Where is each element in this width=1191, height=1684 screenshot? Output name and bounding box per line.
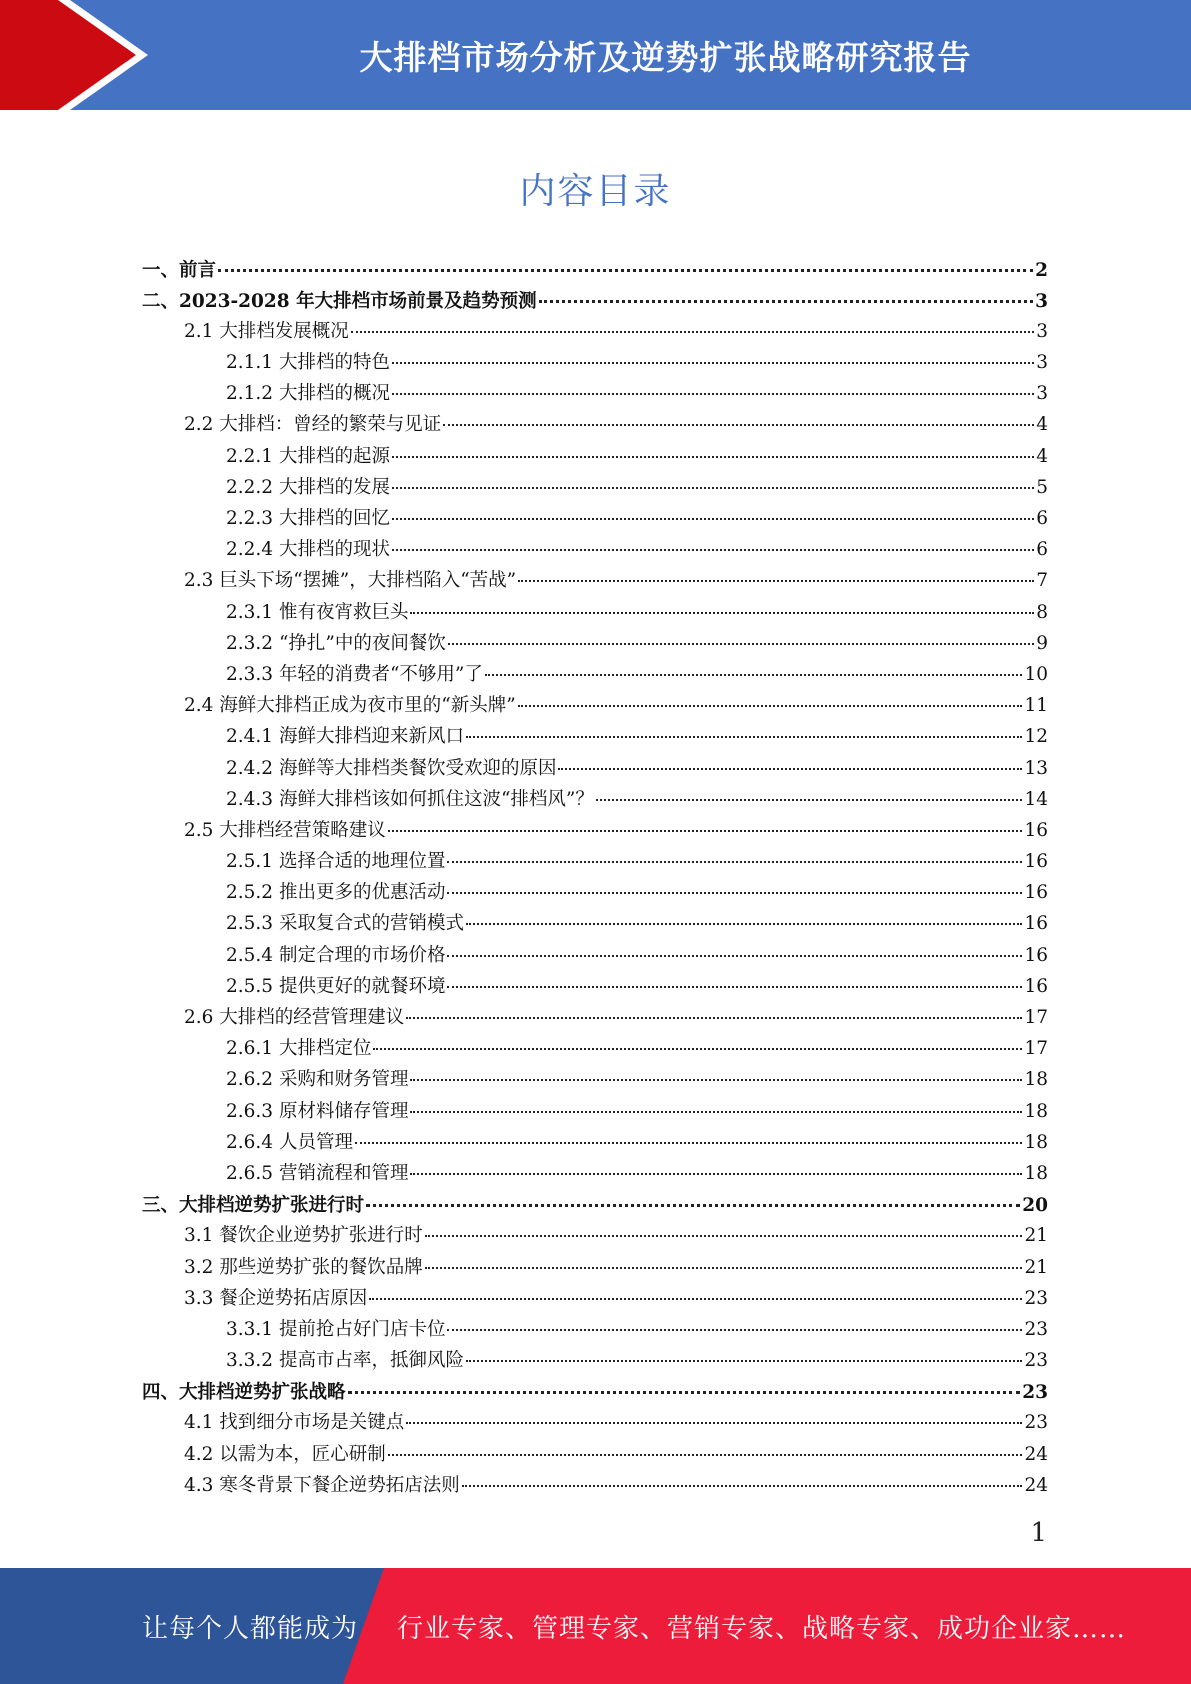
toc-entry-page: 16 bbox=[1024, 851, 1048, 873]
toc-leader-dots bbox=[392, 437, 1034, 458]
toc-entry-label: 2.4.3 海鲜大排档该如何抓住这波“排档风”？ bbox=[226, 788, 594, 810]
toc-leader-dots bbox=[447, 843, 1022, 864]
toc-leader-dots bbox=[366, 1186, 1020, 1208]
toc-entry-page: 7 bbox=[1036, 570, 1048, 592]
toc-leader-dots bbox=[392, 468, 1034, 489]
toc-entry-label: 2.3.3 年轻的消费者“不够用”了 bbox=[226, 663, 483, 685]
toc-leader-dots bbox=[447, 1310, 1022, 1331]
toc-leader-dots bbox=[443, 406, 1034, 427]
toc-entry-page: 3 bbox=[1036, 320, 1048, 342]
toc-entry-label: 2.3.1 惟有夜宵救巨头 bbox=[226, 601, 409, 623]
page-number: 1 bbox=[1030, 1518, 1047, 1548]
header-bar bbox=[0, 0, 1191, 110]
toc-leader-dots bbox=[485, 655, 1023, 676]
toc-entry-label: 四、大排档逆势扩张战略 bbox=[142, 1382, 346, 1404]
toc-leader-dots bbox=[392, 531, 1034, 552]
toc-entry-page: 10 bbox=[1024, 663, 1048, 685]
toc-entry-label: 2.6.2 采购和财务管理 bbox=[226, 1069, 409, 1091]
toc-entry-page: 3 bbox=[1035, 290, 1048, 312]
footer-banner bbox=[0, 1568, 1191, 1684]
footer-slogan-right: 行业专家、管理专家、营销专家、战略专家、成功企业家…… bbox=[397, 1613, 1127, 1644]
toc-entry-label: 二、2023-2028 年大排档市场前景及趋势预测 bbox=[142, 290, 537, 312]
toc-leader-dots bbox=[392, 344, 1034, 365]
toc-entry-page: 6 bbox=[1036, 539, 1048, 561]
toc-entry-label: 3.3.1 提前抢占好门店卡位 bbox=[226, 1318, 446, 1340]
toc-leader-dots bbox=[518, 687, 1023, 708]
toc-entry-page: 16 bbox=[1024, 819, 1048, 841]
toc-leader-dots bbox=[466, 718, 1022, 739]
footer-slogan-left: 让每个人都能成为 bbox=[142, 1613, 359, 1644]
toc-entry-label: 2.4.2 海鲜等大排档类餐饮受欢迎的原因 bbox=[226, 757, 557, 779]
toc-entry-label: 2.1.1 大排档的特色 bbox=[226, 352, 390, 374]
toc-leader-dots bbox=[466, 1342, 1022, 1363]
toc-entry-label: 2.5 大排档经营策略建议 bbox=[184, 819, 386, 841]
toc-entry-label: 2.2.3 大排档的回忆 bbox=[226, 508, 390, 529]
toc-entry-page: 24 bbox=[1024, 1443, 1048, 1465]
toc-leader-dots bbox=[518, 562, 1034, 583]
toc-entry-page: 23 bbox=[1022, 1382, 1048, 1404]
toc-entry-page: 16 bbox=[1024, 944, 1048, 966]
toc-entry-page: 17 bbox=[1024, 1007, 1048, 1028]
toc-entry-page: 9 bbox=[1036, 632, 1048, 654]
toc-entry-label: 3.1 餐饮企业逆势扩张进行时 bbox=[184, 1225, 423, 1247]
toc-entry-label: 2.6 大排档的经营管理建议 bbox=[184, 1007, 405, 1028]
toc-entry-label: 2.1 大排档发展概况 bbox=[184, 320, 349, 342]
toc-leader-dots bbox=[388, 1435, 1023, 1456]
toc-leader-dots bbox=[466, 905, 1022, 926]
toc-entry-label: 2.6.4 人员管理 bbox=[226, 1131, 353, 1153]
toc-entry-label: 2.5.5 提供更好的就餐环境 bbox=[226, 975, 446, 997]
toc-entry-page: 11 bbox=[1024, 695, 1048, 717]
toc-entry-label: 3.3.2 提高市占率，抵御风险 bbox=[226, 1350, 464, 1372]
toc-entry-label: 4.2 以需为本，匠心研制 bbox=[184, 1443, 386, 1465]
toc-entry-page: 4 bbox=[1036, 445, 1048, 467]
toc-entry-page: 8 bbox=[1036, 601, 1048, 623]
toc-leader-dots bbox=[462, 1466, 1023, 1487]
toc-leader-dots bbox=[558, 749, 1022, 770]
toc-entry-page: 12 bbox=[1024, 726, 1048, 748]
toc-heading: 内容目录 bbox=[519, 171, 672, 212]
toc-entry-page: 16 bbox=[1024, 913, 1048, 935]
toc-entry-page: 23 bbox=[1024, 1412, 1048, 1434]
toc-entry-label: 2.2 大排档：曾经的繁荣与见证 bbox=[184, 414, 442, 436]
toc-leader-dots bbox=[447, 874, 1022, 895]
toc-leader-dots bbox=[410, 593, 1034, 614]
toc-leader-dots bbox=[355, 1123, 1023, 1144]
toc-leader-dots bbox=[369, 1279, 1022, 1300]
toc-entry-page: 21 bbox=[1024, 1225, 1048, 1247]
report-title: 大排档市场分析及逆势扩张战略研究报告 bbox=[359, 37, 972, 77]
toc-entry-label: 2.4 海鲜大排档正成为夜市里的“新头牌” bbox=[184, 695, 516, 717]
toc-entry-label: 三、大排档逆势扩张进行时 bbox=[142, 1195, 365, 1217]
toc-entry-page: 4 bbox=[1036, 414, 1048, 436]
toc-entry-page: 17 bbox=[1024, 1038, 1048, 1060]
toc-entry-page: 16 bbox=[1024, 882, 1048, 904]
table-of-contents bbox=[142, 254, 1048, 1502]
header-arrow-shape bbox=[0, 0, 160, 110]
toc-leader-dots bbox=[406, 1404, 1022, 1425]
toc-entry-label: 2.2.2 大排档的发展 bbox=[226, 476, 390, 498]
toc-leader-dots bbox=[410, 1092, 1022, 1113]
toc-entry-label: 2.5.1 选择合适的地理位置 bbox=[226, 851, 446, 873]
toc-leader-dots bbox=[373, 1030, 1022, 1051]
toc-leader-dots bbox=[392, 500, 1034, 521]
toc-entry-page: 3 bbox=[1036, 383, 1048, 405]
toc-leader-dots bbox=[392, 375, 1034, 396]
toc-entry-page: 6 bbox=[1036, 508, 1048, 529]
toc-leader-dots bbox=[351, 312, 1034, 333]
toc-entry-page: 2 bbox=[1035, 259, 1048, 281]
toc-entry-label: 4.3 寒冬背景下餐企逆势拓店法则 bbox=[184, 1474, 460, 1496]
toc-entry-page: 23 bbox=[1024, 1318, 1048, 1340]
toc-entry-label: 一、前言 bbox=[142, 259, 217, 281]
toc-entry-label: 2.6.3 原材料储存管理 bbox=[226, 1100, 409, 1122]
toc-entry-page: 23 bbox=[1024, 1287, 1048, 1309]
toc-entry-label: 3.3 餐企逆势拓店原因 bbox=[184, 1287, 368, 1309]
toc-leader-dots bbox=[348, 1373, 1021, 1395]
toc-entry-page: 23 bbox=[1024, 1350, 1048, 1372]
toc-entry-label: 2.3.2 “挣扎”中的夜间餐饮 bbox=[226, 632, 446, 654]
toc-entry-label: 2.5.3 采取复合式的营销模式 bbox=[226, 913, 464, 935]
toc-leader-dots bbox=[447, 967, 1022, 988]
toc-entry[interactable] bbox=[142, 1470, 1048, 1501]
toc-entry-page: 3 bbox=[1036, 352, 1048, 374]
toc-entry-label: 2.3 巨头下场“摆摊”，大排档陷入“苦战” bbox=[184, 570, 517, 592]
toc-entry-label: 2.5.4 制定合理的市场价格 bbox=[226, 944, 446, 966]
toc-leader-dots bbox=[410, 1154, 1022, 1175]
toc-entry-label: 2.6.1 大排档定位 bbox=[226, 1038, 372, 1060]
toc-leader-dots bbox=[218, 250, 1033, 272]
toc-leader-dots bbox=[410, 1061, 1022, 1082]
toc-leader-dots bbox=[388, 811, 1023, 832]
toc-entry-page: 20 bbox=[1022, 1195, 1048, 1217]
toc-entry-label: 4.1 找到细分市场是关键点 bbox=[184, 1412, 405, 1434]
toc-leader-dots bbox=[447, 936, 1022, 957]
toc-entry-label: 2.2.1 大排档的起源 bbox=[226, 445, 390, 467]
toc-leader-dots bbox=[425, 1217, 1023, 1238]
toc-leader-dots bbox=[596, 780, 1023, 801]
toc-entry-page: 14 bbox=[1024, 788, 1048, 810]
toc-leader-dots bbox=[448, 624, 1034, 645]
toc-entry-label: 2.4.1 海鲜大排档迎来新风口 bbox=[226, 726, 464, 748]
toc-entry-label: 3.2 那些逆势扩张的餐饮品牌 bbox=[184, 1256, 423, 1278]
toc-leader-dots bbox=[406, 999, 1022, 1020]
toc-entry-page: 18 bbox=[1024, 1162, 1048, 1184]
toc-entry-page: 24 bbox=[1024, 1474, 1048, 1496]
toc-entry-page: 18 bbox=[1024, 1131, 1048, 1153]
toc-entry-page: 18 bbox=[1024, 1100, 1048, 1122]
toc-entry-page: 5 bbox=[1036, 476, 1048, 498]
toc-entry-page: 13 bbox=[1024, 757, 1048, 779]
toc-entry-label: 2.6.5 营销流程和管理 bbox=[226, 1162, 409, 1184]
toc-leader-dots bbox=[539, 281, 1034, 303]
toc-entry-label: 2.1.2 大排档的概况 bbox=[226, 383, 390, 405]
toc-entry-page: 21 bbox=[1024, 1256, 1048, 1278]
toc-leader-dots bbox=[425, 1248, 1023, 1269]
toc-entry-page: 18 bbox=[1024, 1069, 1048, 1091]
toc-entry-page: 16 bbox=[1024, 975, 1048, 997]
toc-entry-label: 2.5.2 推出更多的优惠活动 bbox=[226, 882, 446, 904]
toc-entry-label: 2.2.4 大排档的现状 bbox=[226, 539, 390, 561]
